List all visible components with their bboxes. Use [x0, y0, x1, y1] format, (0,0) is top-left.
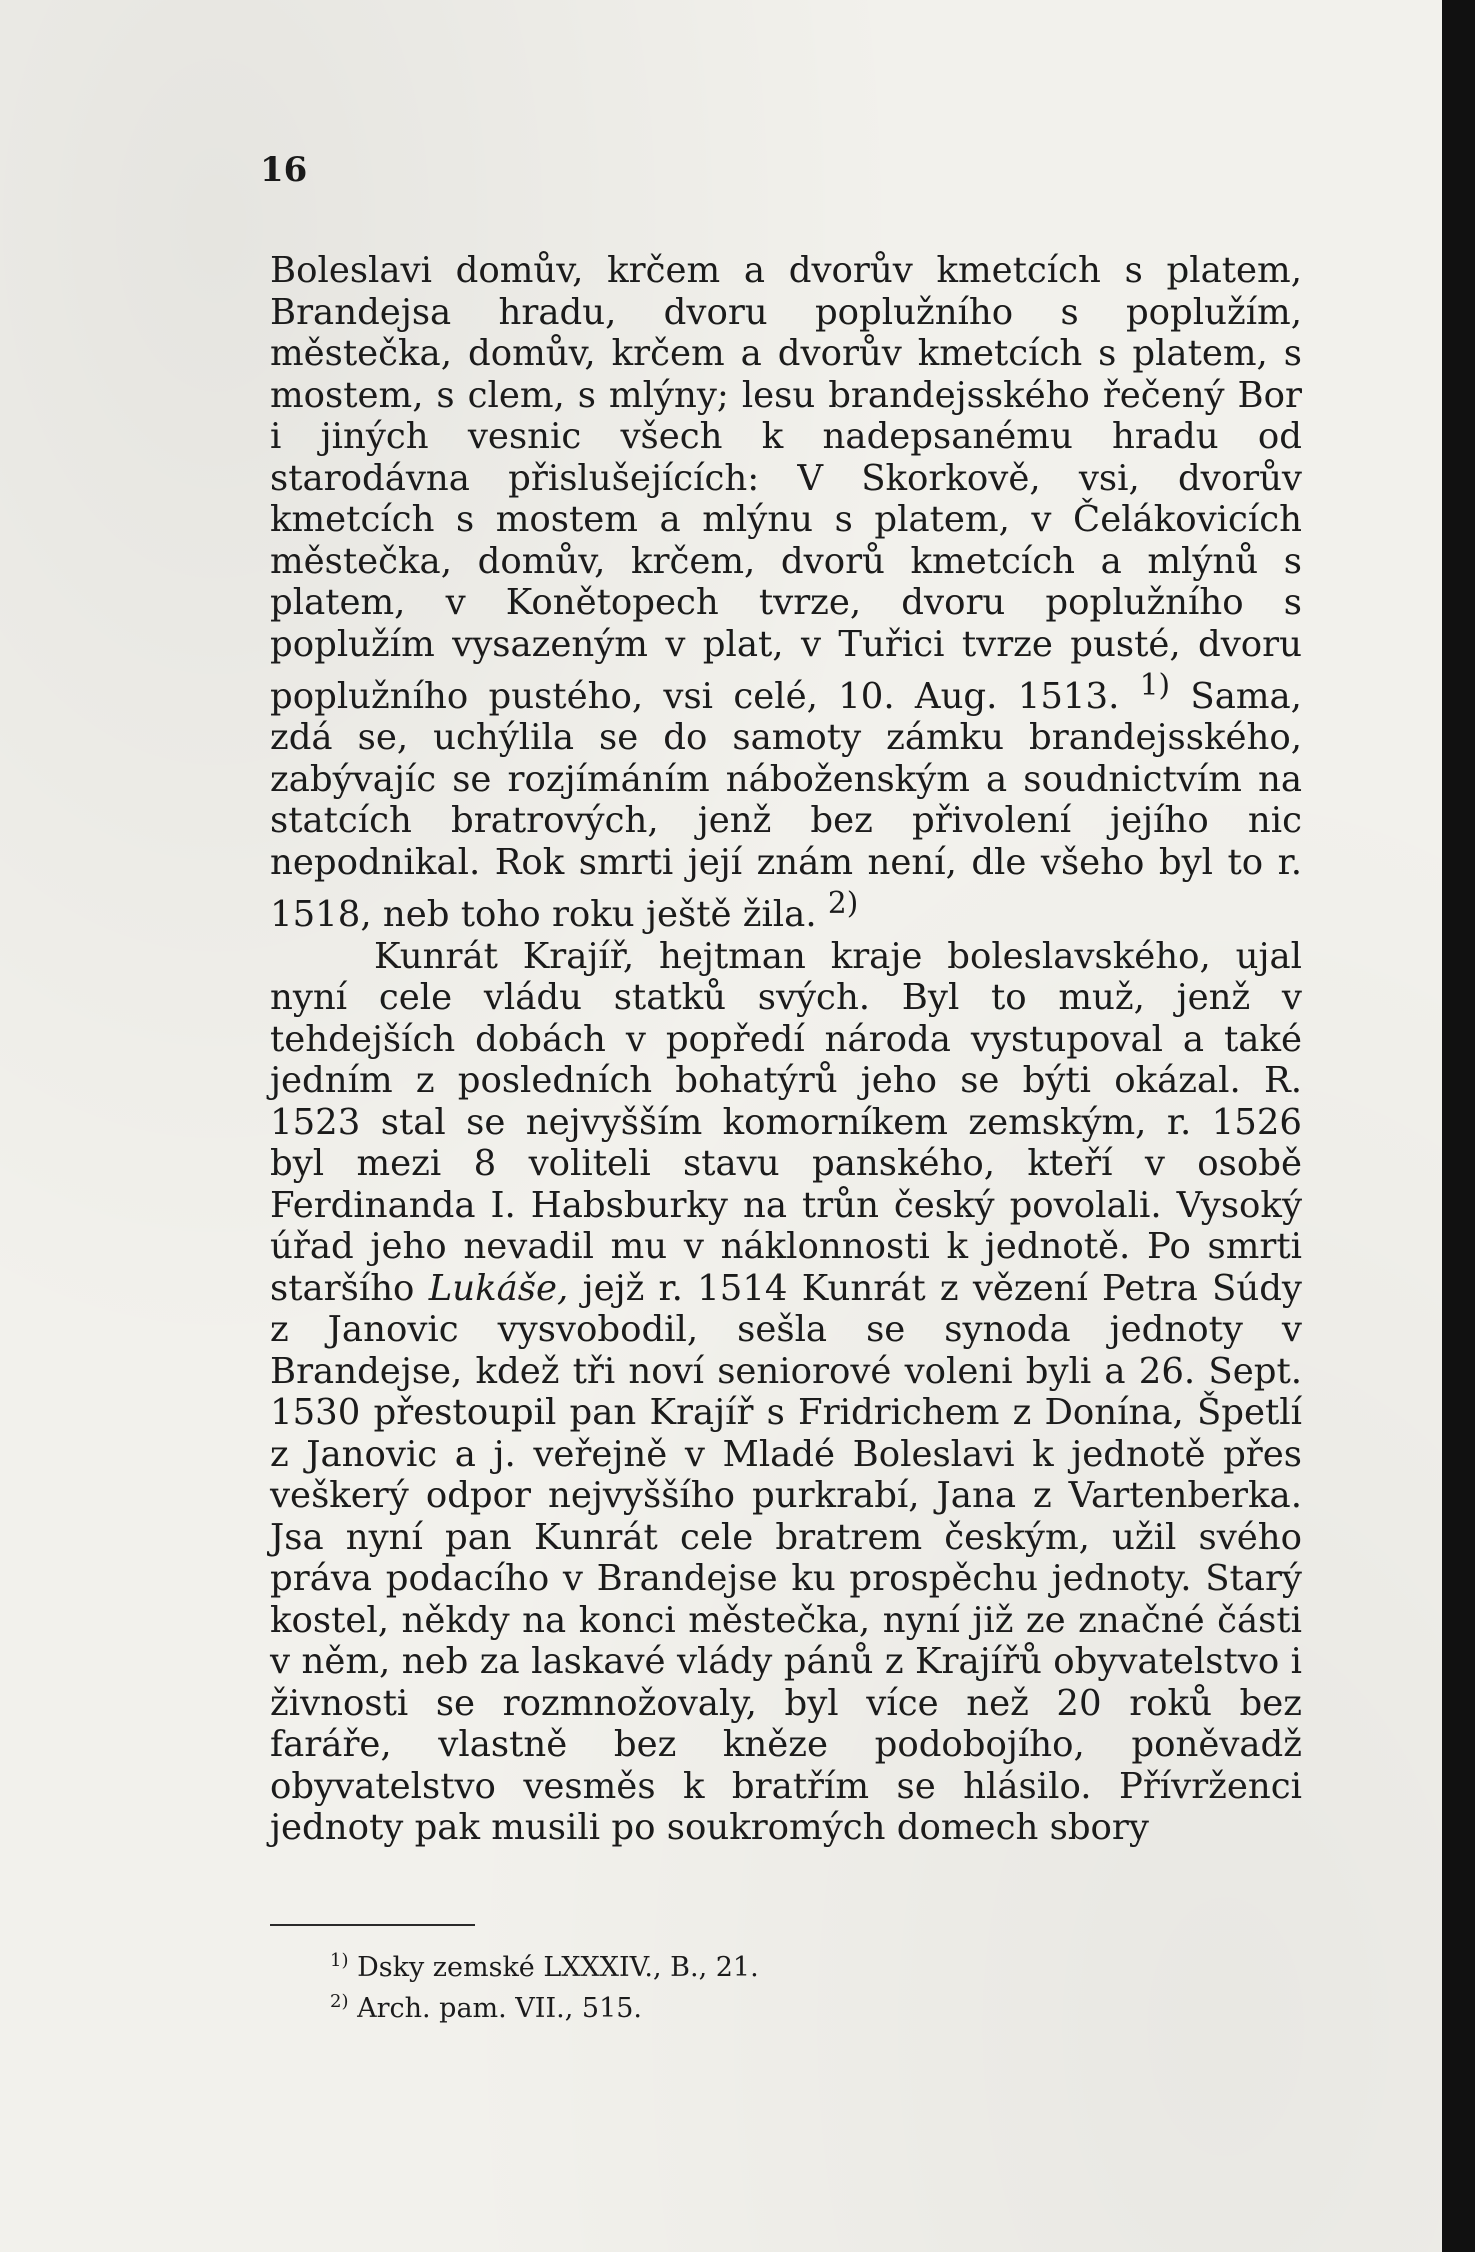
paragraph-1-text-b: Sama, zdá se, uchýlila se do samoty zámku brandejsského, zabývajíc se rozjímáním náboženským a soudnictvím na statcích bratrových, jenž bez přivolení jejího nic nepodnikal. Rok smrti její znám není, dle všeho byl to r. 1518, neb toho roku ještě žila. — [270, 675, 1302, 936]
footnote-2-mark: 2) — [330, 1991, 349, 2012]
footnotes — [330, 1944, 1030, 2026]
footnote-2 — [330, 1985, 1030, 2026]
footnote-ref-2: 2) — [827, 886, 859, 921]
paragraph-2-text-b: jejž r. 1514 Kunrát z vězení Petra Súdy z Janovic vysvobodil, sešla se synoda jednoty v Brandejse, kdež tři noví seniorové voleni byli a 26. Sept. 1530 přestoupil pan Krajíř s Fridrichem z Donína, Špetlí z Janovic a j. veřejně v Mladé Boleslavi k jednotě přes veškerý odpor nejvyššího purkrabí, Jana z Vartenberka. Jsa nyní pan Kunrát cele bratrem českým, užil svého práva podacího v Brandejse ku prospěchu jednoty. Starý kostel, někdy na konci městečka, nyní již ze značné části v něm, neb za laskavé vlády pánů z Krajířů obyvatelstvo i živnosti se rozmnožovaly, byl více než 20 roků bez faráře, vlastně bez kněze podobojího, poněvadž obyvatelstvo vesměs k bratřím se hlásilo. Přívrženci jednoty pak musili po soukromých domech sbory — [270, 1267, 1302, 1849]
body-text — [270, 250, 1302, 1849]
paragraph-2-text-a: Kunrát Krajíř, hejtman kraje boleslavského, ujal nyní cele vládu statků svých. Byl to muž, jenž v tehdejších dobách v popředí národa vystupoval a také jedním z posledních bohatýrů jeho se býti okázal. R. 1523 stal se nejvyšším komorníkem zemským, r. 1526 byl mezi 8 voliteli stavu panského, kteří v osobě Ferdinanda I. Habsburky na trůn český povolali. Vysoký úřad jeho nevadil mu v náklonnosti k jednotě. Po smrti staršího — [270, 935, 1302, 1309]
footnote-ref-1: 1) — [1139, 668, 1171, 702]
footnote-divider — [270, 1924, 475, 1926]
paragraph-1 — [270, 250, 1302, 936]
footnote-1-mark: 1) — [330, 1950, 349, 1971]
paragraph-2 — [270, 936, 1302, 1849]
page-number: 16 — [260, 150, 308, 190]
paragraph-1-text-a: Boleslavi domův, krčem a dvorův kmetcích s platem, Brandejsa hradu, dvoru poplužního s poplužím, městečka, domův, krčem a dvorův kmetcích s platem, s mostem, s clem, s mlýny; lesu brandejsského řečený Bor i jiných vesnic všech k nadepsanému hradu od starodávna přislušejících: V Skorkově, vsi, dvorův kmetcích s mostem a mlýnu s platem, v Čelákovicích městečka, domův, krčem, dvorů kmetcích a mlýnů s platem, v Konětopech tvrze, dvoru poplužního s poplužím vysazeným v plat, v Tuřici tvrze pusté, dvoru poplužního pustého, vsi celé, 10. Aug. 1513. — [270, 250, 1302, 717]
scan-border-right — [1442, 0, 1475, 2252]
paragraph-2-italic-name: Lukáše, — [428, 1267, 569, 1309]
footnote-1 — [330, 1944, 1030, 1985]
footnote-2-text: Arch. pam. VII., 515. — [357, 1993, 643, 2024]
footnote-1-text: Dsky zemské LXXXIV., B., 21. — [357, 1952, 759, 1983]
